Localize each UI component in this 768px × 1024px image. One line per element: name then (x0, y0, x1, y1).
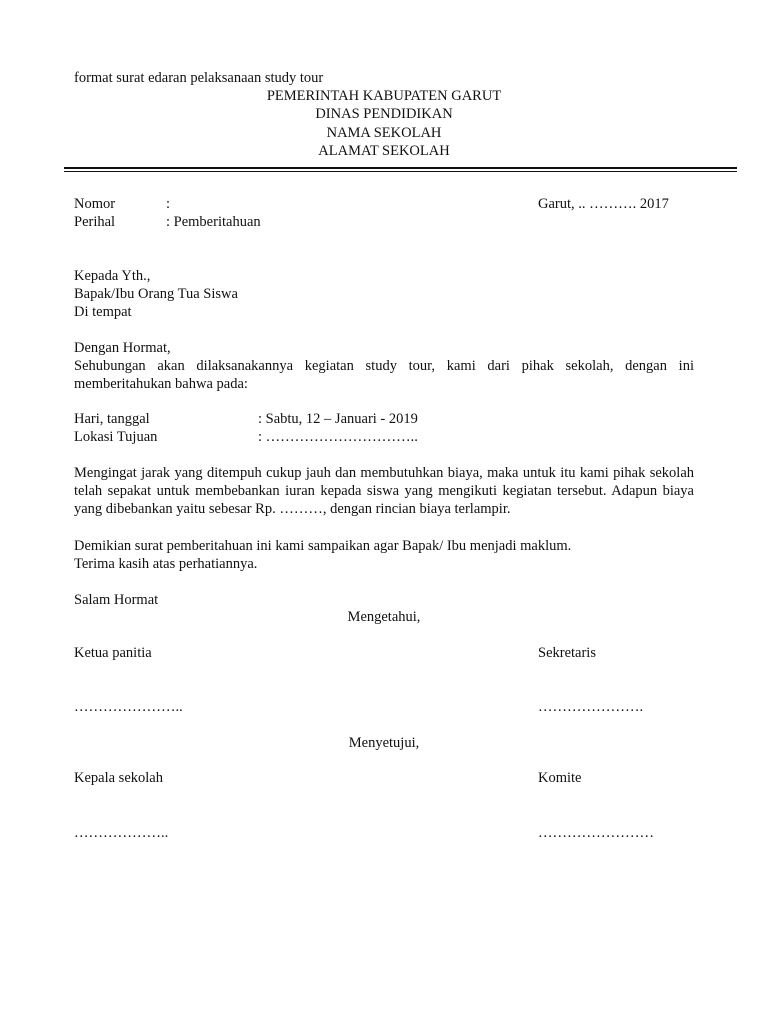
nomor-value: : (166, 196, 171, 212)
ketua-panitia-label: Ketua panitia (74, 645, 152, 661)
letterhead-school-name: NAMA SEKOLAH (326, 125, 442, 141)
location-label: Lokasi Tujuan (74, 429, 158, 445)
sekretaris-label: Sekretaris (538, 645, 596, 661)
intro-paragraph: Sehubungan akan dilaksanakannya kegiatan study tour, kami dari pihak sekolah, dengan ini memberitahukan bahwa pada: (74, 358, 694, 392)
menyetujui-label: Menyetujui, (348, 735, 420, 751)
body-paragraph: Mengingat jarak yang ditempuh cukup jauh dan membutuhkan biaya, maka untuk itu kami pihak sekolah telah sepakat untuk membebankan iuran kepada siswa yang mengikuti kegiatan tersebut. Adapun biaya yang dibebankan yaitu sebesar Rp. ………, dengan rincian biaya terlampir. (74, 465, 694, 517)
ketua-panitia-signature-blank: ………………….. (74, 699, 183, 715)
letterhead-school-address: ALAMAT SEKOLAH (318, 143, 450, 159)
letterhead-department: DINAS PENDIDIKAN (315, 106, 453, 122)
komite-signature-blank: …………………… (538, 825, 654, 841)
closing-line-1: Demikian surat pemberitahuan ini kami sampaikan agar Bapak/ Ibu menjadi maklum. (74, 538, 572, 554)
closing-line-2: Terima kasih atas perhatiannya. (74, 556, 258, 572)
nomor-label: Nomor (74, 196, 116, 212)
greeting: Dengan Hormat, (74, 340, 171, 356)
document-caption: format surat edaran pelaksanaan study tour (74, 70, 324, 86)
location-value: : ………………………….. (258, 429, 418, 445)
salam-hormat: Salam Hormat (74, 592, 159, 608)
recipient-line-3: Di tempat (74, 304, 132, 320)
sekretaris-signature-blank: …………………. (538, 699, 644, 715)
letterhead-divider-thin (64, 171, 737, 172)
recipient-line-1: Kepada Yth., (74, 268, 151, 284)
kepala-sekolah-label: Kepala sekolah (74, 770, 163, 786)
letterhead-government: PEMERINTAH KABUPATEN GARUT (266, 88, 502, 104)
mengetahui-label: Mengetahui, (347, 609, 421, 625)
day-label: Hari, tanggal (74, 411, 150, 427)
letter-date: Garut, .. ………. 2017 (538, 196, 669, 212)
letterhead-divider-thick (64, 167, 737, 169)
perihal-value: : Pemberitahuan (166, 214, 261, 230)
day-value: : Sabtu, 12 – Januari - 2019 (258, 411, 418, 427)
recipient-line-2: Bapak/Ibu Orang Tua Siswa (74, 286, 238, 302)
kepala-sekolah-signature-blank: ……………….. (74, 825, 169, 841)
komite-label: Komite (538, 770, 582, 786)
perihal-label: Perihal (74, 214, 116, 230)
